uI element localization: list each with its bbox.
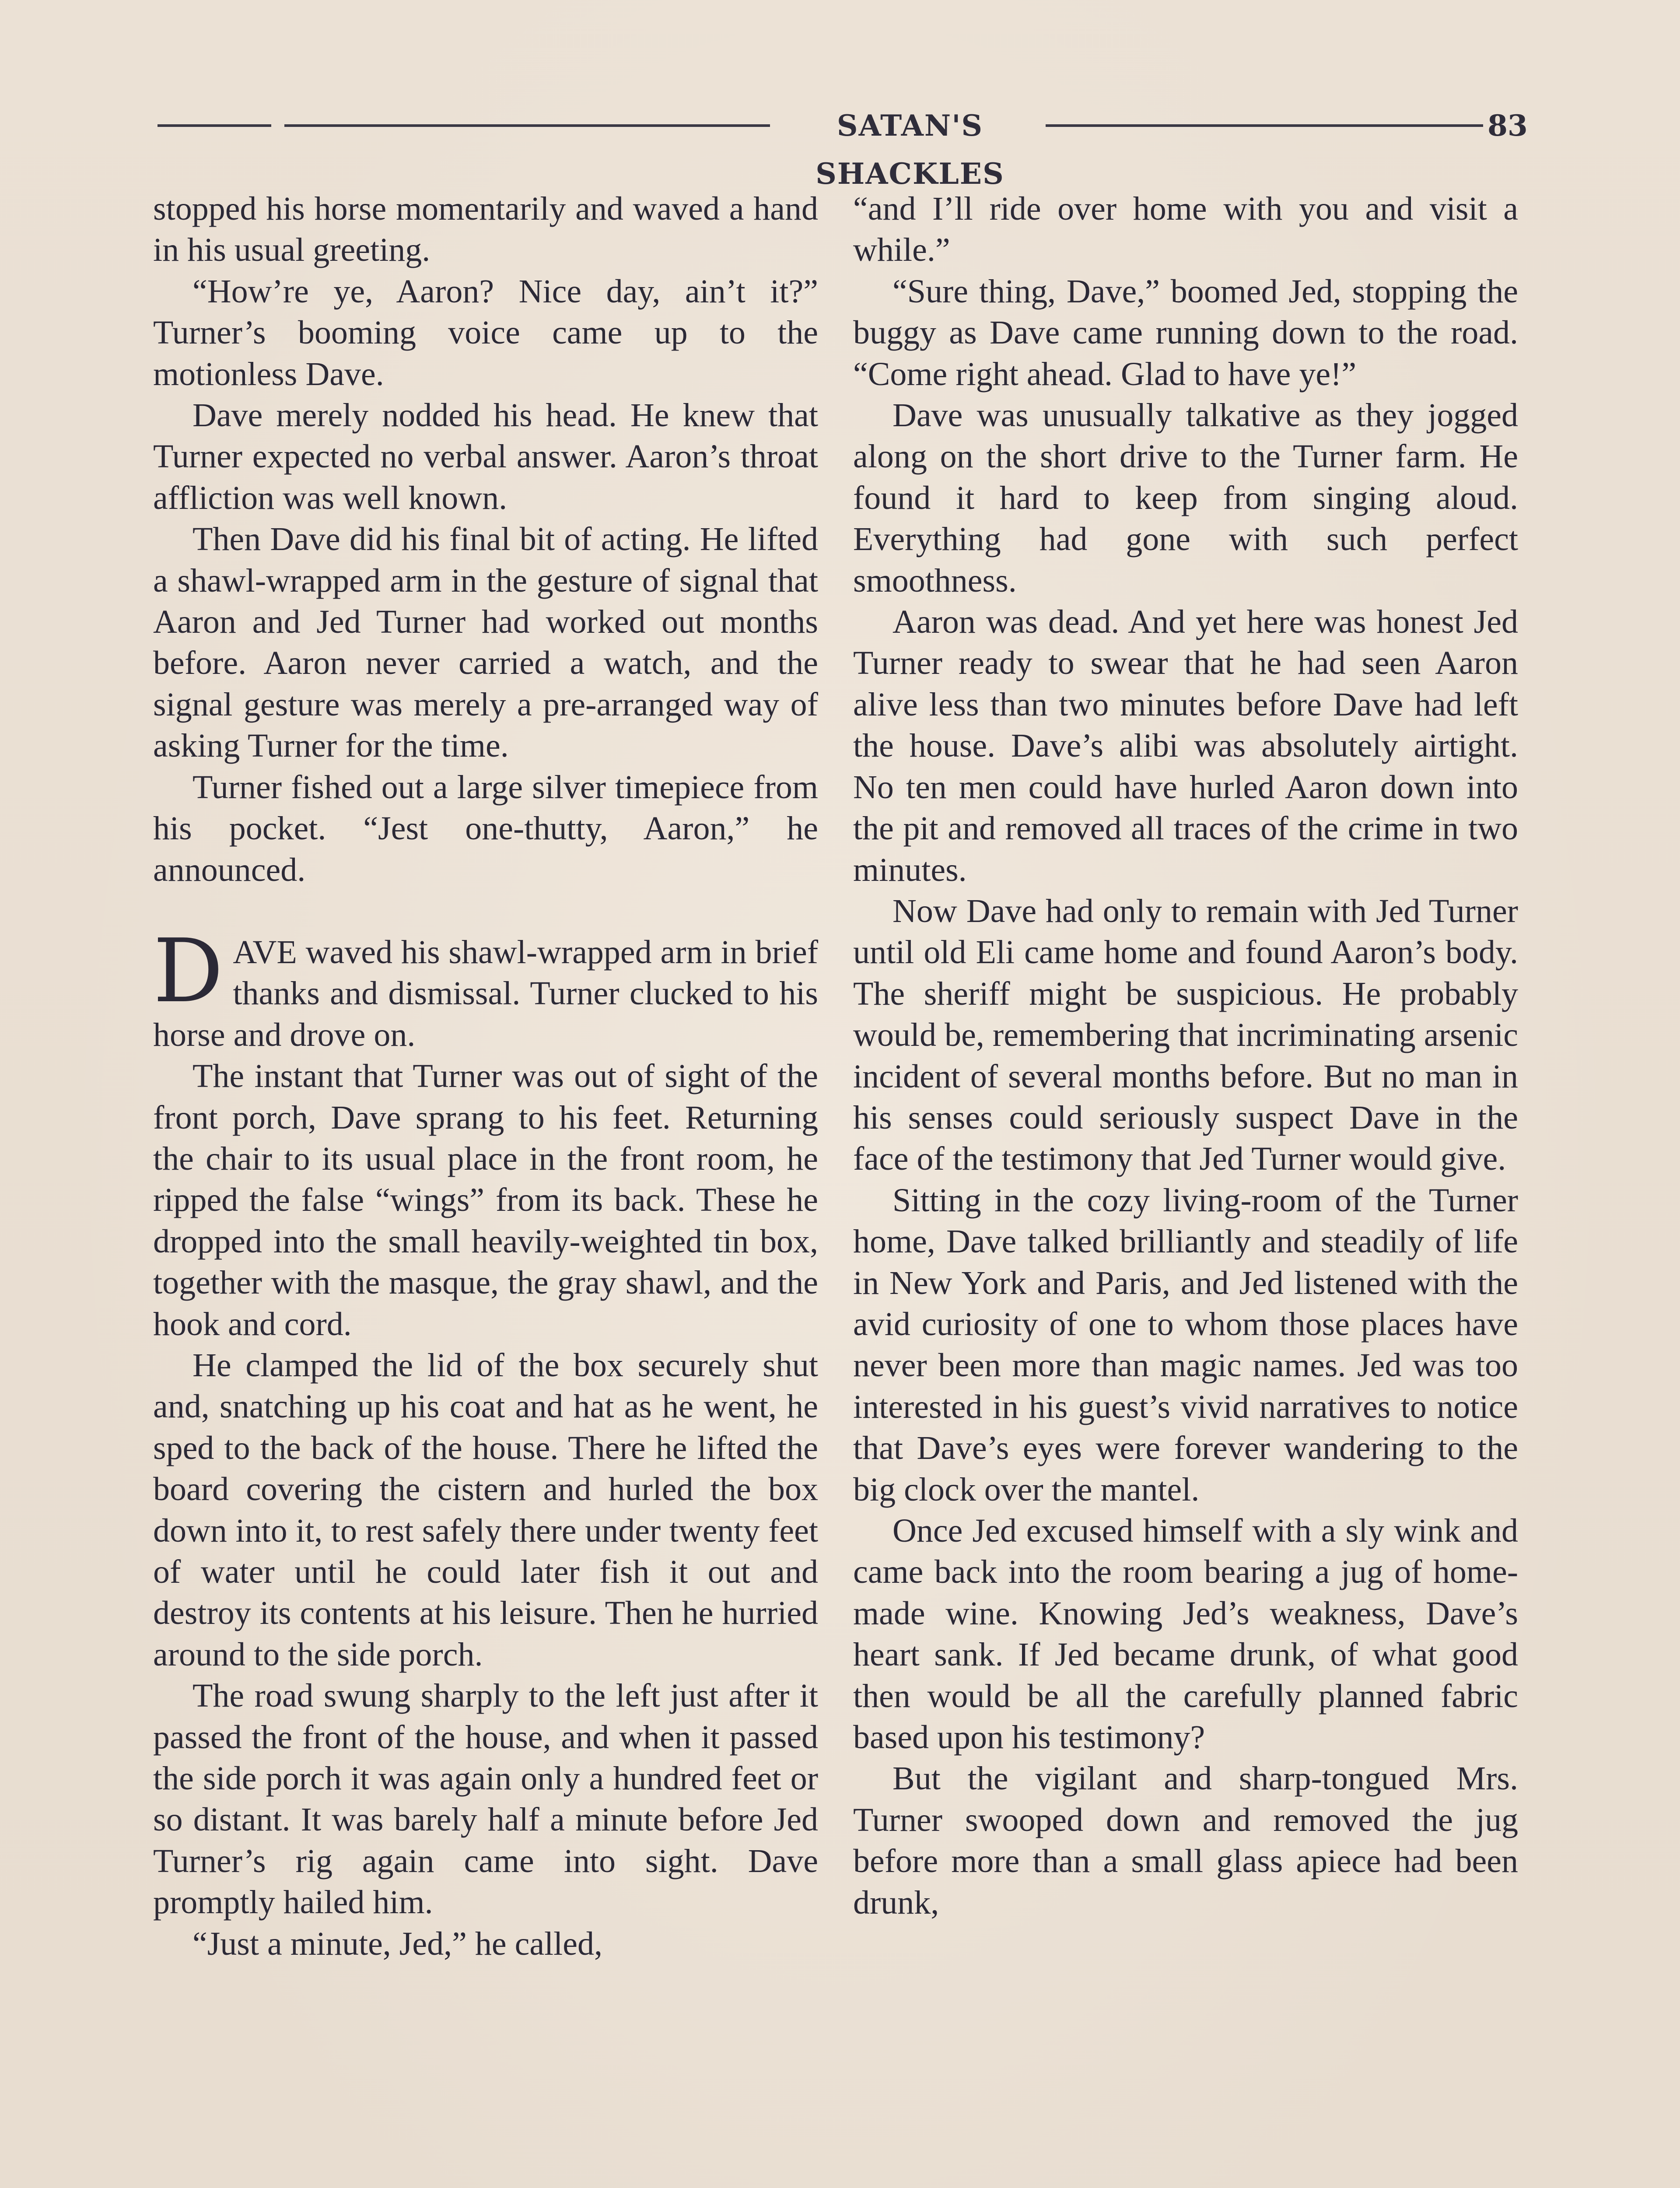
paragraph: But the vigilant and sharp-tongued Mrs. Turner swooped down and removed the jug before more than a small glass apiece had been drunk, — [853, 1760, 1518, 1921]
paragraph: Now Dave had only to remain with Jed Turner until old Eli came home and found Aaron’s body. The sheriff might be suspicious. He probably would be, remembering that incriminating arsenic incident of several months before. But no man in his senses could seriously suspect Dave in the face of the testimony that Jed Turner would give. — [853, 892, 1518, 1178]
paragraph: stopped his horse momentarily and waved a hand in his usual greeting. — [153, 190, 818, 269]
paragraph: Dave merely nodded his head. He knew that Turner expected no verbal answer. Aaron’s throat affliction was well known. — [153, 397, 818, 516]
section-opening-paragraph — [153, 920, 818, 1055]
paragraph: Aaron was dead. And yet here was honest Jed Turner ready to swear that he had seen Aaron alive less than two minutes before Dave had left the house. Dave’s alibi was absolutely airtight. No ten men could have hurled Aaron down into the pit and removed all traces of the crime in two minutes. — [853, 603, 1518, 888]
paragraph: “and I’ll ride over home with you and visit a while.” — [853, 190, 1518, 269]
paragraph: Then Dave did his final bit of acting. He lifted a shawl-wrapped arm in the gesture of signal that Aaron and Jed Turner had worked out months before. Aaron never carried a watch, and the signal gesture was merely a pre-arranged way of asking Turner for the time. — [153, 521, 818, 764]
header-rule-left-short — [158, 124, 271, 127]
story-title: SATAN'S SHACKLES — [816, 109, 1004, 191]
drop-cap: D — [153, 920, 224, 1022]
paragraph: Turner fished out a large silver timepiece from his pocket. “Jest one-thutty, Aaron,” he announced. — [153, 768, 818, 888]
right-column — [853, 188, 1518, 1923]
section-opening-text: AVE waved his shawl-wrapped arm in brief thanks and dismissal. Turner clucked to his horse and drove on. — [153, 933, 818, 1053]
page-number: 83 — [1488, 109, 1528, 143]
paragraph: “How’re ye, Aaron? Nice day, ain’t it?” Turner’s booming voice came up to the motionless Dave. — [153, 273, 818, 393]
paragraph: “Just a minute, Jed,” he called, — [192, 1925, 603, 1962]
paragraph: Sitting in the cozy living-room of the Turner home, Dave talked brilliantly and steadily of life in New York and Paris, and Jed listened with the avid curiosity of one to whom those places have never been more than magic names. Jed was too interested in his guest’s vivid narratives to notice that Dave’s eyes were forever wandering to the big clock over the mantel. — [853, 1182, 1518, 1508]
paragraph: The instant that Turner was out of sight of the front porch, Dave sprang to his feet. Returning the chair to its usual place in the front room, he ripped the false “wings” from its back. These he dropped into the small heavily-weighted tin box, together with the masque, the gray shawl, and the hook and cord. — [153, 1058, 818, 1343]
paragraph: He clamped the lid of the box securely shut and, snatching up his coat and hat as he went, he sped to the back of the house. There he lifted the board covering the cistern and hurled the box down into it, to rest safely there under twenty feet of water until he could later fish it out and destroy its contents at his leisure. Then he hurried around to the side porch. — [153, 1346, 818, 1673]
header-rule-right — [1046, 124, 1483, 127]
left-column — [153, 188, 818, 1964]
running-head — [158, 102, 1549, 191]
header-rule-left — [284, 124, 770, 127]
paragraph: “Sure thing, Dave,” boomed Jed, stopping the buggy as Dave came running down to the road. “Come right ahead. Glad to have ye!” — [853, 273, 1518, 393]
paragraph: Dave was unusually talkative as they jogged along on the short drive to the Turner farm. He found it hard to keep from singing aloud. Everything had gone with such perfect smoothness. — [853, 397, 1518, 599]
paragraph: The road swung sharply to the left just after it passed the front of the house, and when it passed the side porch it was again only a hundred feet or so distant. It was barely half a minute before Jed Turner’s rig again came into sight. Dave promptly hailed him. — [153, 1677, 818, 1921]
paragraph: Once Jed excused himself with a sly wink and came back into the room bearing a jug of home-made wine. Knowing Jed’s weakness, Dave’s heart sank. If Jed became drunk, of what good then would be all the carefully planned fabric based upon his testimony? — [853, 1512, 1518, 1756]
